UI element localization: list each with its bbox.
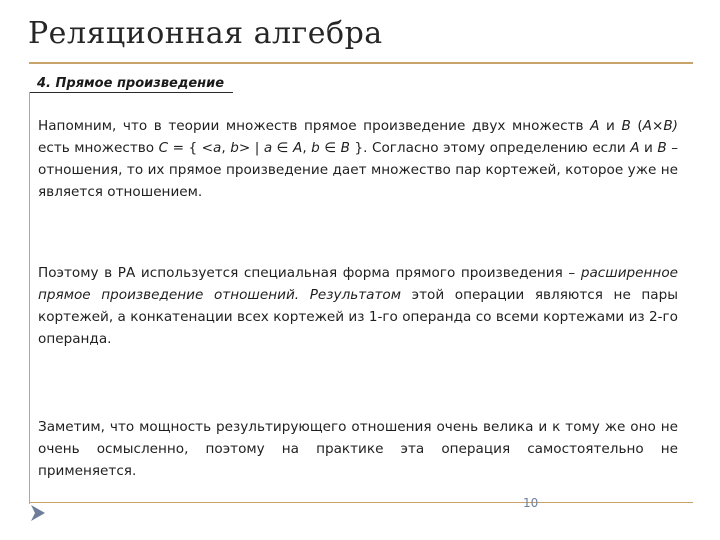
text-run: этой операции являются не пары кортежей, а конкатенации всех кортежей из 1-го операнда со всеми кортежами из 2-го операнда. xyxy=(38,287,679,347)
text-run: }. Согласно этому определению если xyxy=(350,140,631,156)
text-run: = { < xyxy=(168,140,214,156)
text-run: Поэтому в РА используется специальная форма прямого произведения – xyxy=(38,265,581,281)
slide-title: Реляционная алгебра xyxy=(28,16,383,51)
text-run: , xyxy=(302,140,312,156)
page-number: 10 xyxy=(523,496,539,510)
section-number: 4. xyxy=(37,76,51,91)
section-title: Прямое произведение xyxy=(50,76,225,91)
paragraph-cartesian-product xyxy=(38,115,678,203)
arrow-shape xyxy=(31,505,45,521)
title-divider xyxy=(29,62,693,64)
footer-divider xyxy=(29,502,693,503)
var-b-lower: b xyxy=(311,140,320,156)
element-of-symbol: ∈ xyxy=(272,140,294,156)
text-run: Напомним, что в теории множеств прямое произведение двух множеств xyxy=(38,118,591,134)
text-run: , xyxy=(221,140,231,156)
heading-underline xyxy=(29,92,233,93)
text-run: > | xyxy=(238,140,264,156)
var-b: B xyxy=(657,140,667,156)
text-run: ( xyxy=(630,118,643,134)
expr-axb: A×B) xyxy=(642,118,678,134)
text-run: и xyxy=(639,140,658,156)
var-b: B xyxy=(340,140,350,156)
var-a-lower: a xyxy=(263,140,273,156)
paragraph-extended-product xyxy=(38,262,678,350)
var-a-lower: a xyxy=(213,140,222,156)
var-b: B xyxy=(621,118,631,134)
var-b-lower: b xyxy=(230,140,239,156)
text-run: есть множество xyxy=(38,140,159,156)
var-c: C xyxy=(158,140,169,156)
text-run: – отношения, то их прямое произведение дает множество пар кортежей, которое уже не является отношением. xyxy=(38,140,678,200)
var-a: A xyxy=(630,140,640,156)
paragraph-cardinality-note: Заметим, что мощность результирующего отношения очень велика и к тому же оно не очень осмысленно, поэтому на практике эта операция самостоятельно не применяется. xyxy=(38,419,678,479)
emphasis-term: расширенное прямое произведение отношений. Результатом xyxy=(38,265,678,303)
left-margin-line xyxy=(29,92,30,504)
var-a: A xyxy=(293,140,303,156)
element-of-symbol: ∈ xyxy=(319,140,341,156)
section-heading xyxy=(37,76,224,91)
text-run: и xyxy=(599,118,622,134)
arrow-bullet-icon xyxy=(29,503,47,523)
var-a: A xyxy=(590,118,600,134)
